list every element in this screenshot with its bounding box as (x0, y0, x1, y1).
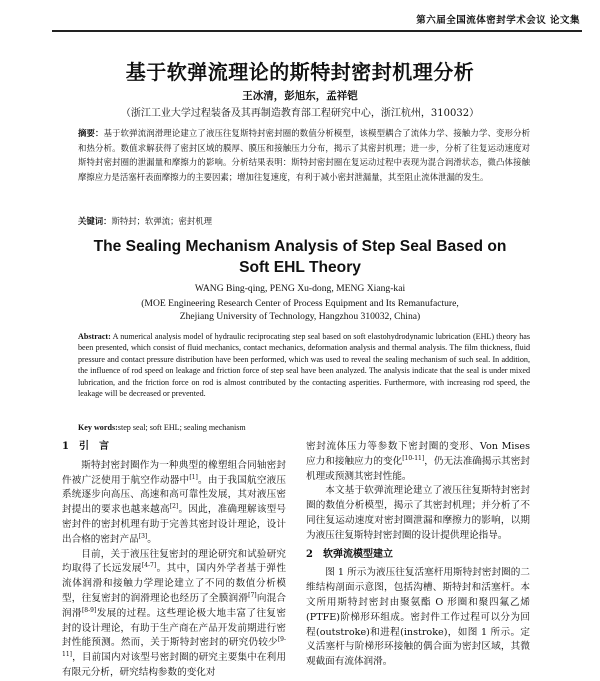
running-header: 第六届全国流体密封学术会议 论文集 (416, 15, 580, 26)
citation: [1] (189, 473, 198, 481)
chinese-abstract-text: 基于软弹流润滑理论建立了液压往复斯特封密封圈的数值分析模型，该模型耦合了流体力学、接触力学、变形分析和热分析。数值求解获得了密封区域的膜厚、膜压和接触压力分布，揭示了其密封机理；进一步，分析了往复运动速度对斯特封密封圈的泄漏量和摩擦力的影响。分析结果表明：斯特封密封圈在复运动过程中表现为混合润滑状态，微凸体接触摩擦应力是活塞杆表面摩擦力的主要因素；增加往复速度，有利于减小密封泄漏量，其至阻止流体泄漏的发生。 (78, 128, 530, 182)
citation: [8-9] (81, 606, 97, 614)
text-run: 向混合润滑 (62, 592, 287, 619)
chinese-authors: 王冰清，彭旭东，孟祥铠 (242, 90, 358, 102)
chinese-keywords (78, 215, 530, 227)
english-title: The Sealing Mechanism Analysis of Step Seal Based on Soft EHL Theory (93, 238, 507, 276)
citation: [2] (169, 503, 179, 510)
section-2-heading: 2 软弹流模型建立 (306, 548, 393, 560)
english-abstract-label: Abstract: (78, 332, 111, 341)
english-affiliation-line-2: Zhejiang University of Technology, Hangzhou 310032, China) (179, 311, 421, 322)
english-authors: WANG Bing-qing, PENG Xu-dong, MENG Xiang-kai (194, 283, 406, 294)
chinese-title: 基于软弹流理论的斯特封密封机理分析 (125, 60, 475, 84)
chinese-abstract-label: 摘要： (78, 128, 104, 138)
text-run: 目前，关于液压往复密封的理论研究和试验研究均取得了长远发展 (62, 548, 286, 575)
text-run: ，仍无法准确揭示其密封机理或预测其密封性能。 (306, 455, 531, 482)
section-1-paragraph-3: 本文基于软弹流理论建立了液压往复斯特封密封圈的数值分析模型，揭示了其密封机理；并分析了不同往复运动速度对密封圈泄漏和摩擦力的影响，以期为液压往复斯特封密封圈的设计提供理论指导。 (306, 485, 530, 541)
text-run: 。其中，国内外学者基于弹性流体润滑和接触力学理论建立了不同的数值分析模型，往复密封的润滑理论也经历了全膜润滑 (62, 563, 287, 604)
section-1-paragraph-2-continued (306, 440, 530, 484)
text-run: 。因此，准确理解该型号密封件的密封机理有助于完善其密封设计理论，设计出合格的密封产品 (62, 504, 286, 545)
text-run: ，目前国内对该型号密封圈的研究主要集中在利用有限元分析，研究结构参数的变化对 (62, 652, 286, 678)
english-keywords-label: Key words: (78, 423, 118, 432)
citation: [10-11] (402, 454, 425, 462)
english-keywords-text: step seal; soft EHL; sealing mechanism (117, 423, 246, 432)
text-run: 发展的过程。这些理论极大地丰富了往复密封的设计理论，有助于生产商在产品开发前期进行密封性能预测。然而，关于斯特封密封的研究仍较少 (62, 607, 287, 649)
english-keywords (78, 423, 530, 432)
english-affiliation-line-1: (MOE Engineering Research Center of Process Equipment and Its Remanufacture, (141, 298, 459, 309)
text-run: 密封流体压力等参数下密封圈的变形、Von Mises 应力和接触应力的变化 (306, 441, 530, 467)
english-abstract (78, 331, 530, 399)
citation: [3] (138, 532, 148, 540)
section-1-paragraph-2 (62, 548, 286, 681)
english-abstract-text: A numerical analysis model of hydraulic reciprocating step seal based on soft elastohydrodynamic lubrication (EHL) theory has been presented, which consist of fluid mechanics, contact mechanics, deformation analysis and thermal analysis. The film thickness, fluid pressure and contact pressure distribution have been performed, which was used to reveal the sealing mechanism of such seal. In addition, the influence of rod speed on leakage and friction force of step seal have been analyzed. The analysis indicate that the seal is under mixed lubrication, and the friction force on rod is almost contributed by the contacting asperities. Furthermore, with increasing rod speed, the leakage will be decreased or prevented. (78, 332, 530, 399)
chinese-keywords-label: 关键词： (78, 216, 112, 226)
header-rule (52, 30, 582, 32)
citation: [7] (248, 591, 257, 599)
section-2-paragraph-1: 图 1 所示为液压往复活塞杆用斯特封密封圈的二维结构剖面示意图，包括沟槽、斯特封和活塞杆。本文所用斯特封密封由聚氨酯 O 形圈和聚四氟乙烯(PTFE)阶梯形环组成。密封件工作过程可以分为回程(outstroke)和进程(instroke)，如图 1 所示。定义活塞杆与阶梯形环接触的偶合面为密封区域，其微观截面有流体润滑。 (306, 567, 530, 668)
body-left-column (62, 440, 286, 681)
chinese-abstract (78, 126, 530, 184)
citation: [9-11] (62, 636, 286, 658)
body-right-column (306, 440, 530, 670)
chinese-affiliation: （浙江工业大学过程装备及其再制造教育部工程研究中心，浙江杭州，310032） (120, 108, 480, 119)
text-run: 。 (147, 533, 157, 545)
citation: [4-7] (141, 562, 157, 570)
text-run: 斯特封密封圈作为一种典型的橡塑组合同轴密封件被广泛使用于航空作动器中 (62, 459, 286, 486)
section-1-paragraph-1 (62, 459, 286, 548)
text-run: 。由于我国航空液压系统逐步向高压、高速和高可靠性发展，其对液压密封提出的要求也越来越高 (62, 474, 287, 516)
section-1-heading: 1 引 言 (62, 441, 109, 452)
chinese-keywords-text: 斯特封；软弹流；密封机理 (111, 216, 212, 226)
